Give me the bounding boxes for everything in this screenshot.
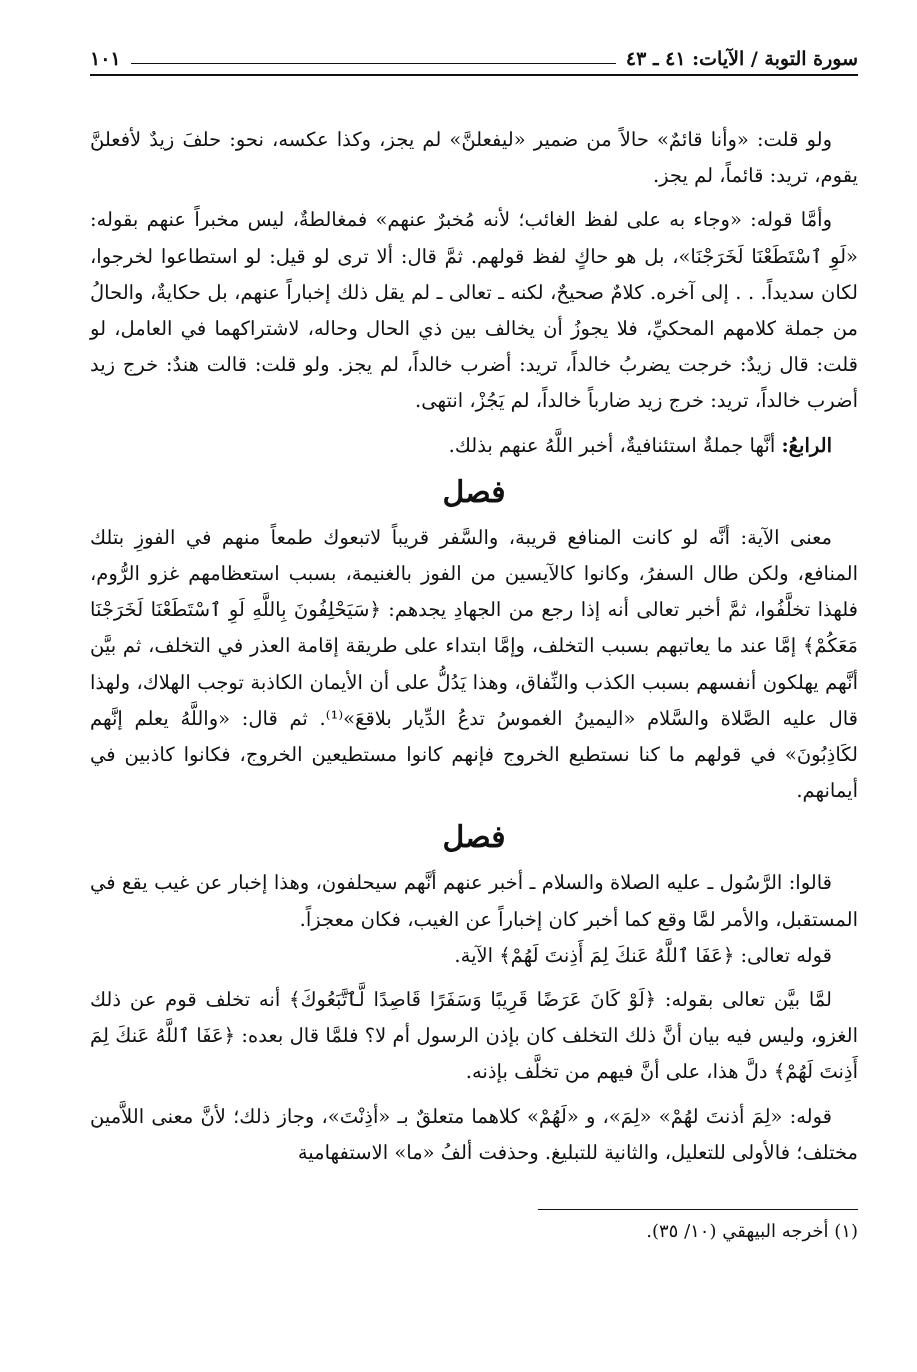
section-heading-1: فصل: [442, 474, 506, 510]
paragraph-7: لمَّا بيَّن تعالى بقوله: ﴿لَوْ كَانَ عَرَضًا قَرِيبًا وَسَفَرًا قَاصِدًا لَّٱتَّبَعُوكَ﴾ أنه تخلف قوم عن ذلك الغزو، وليس فيه بيان أنَّ ذلك التخلف كان بإذن الرسول أم لا؟ فلمَّا قال بعده: ﴿عَفَا ٱللَّهُ عَنكَ لِمَ أَذِنتَ لَهُمْ﴾ دلَّ هذا، على أنَّ فيهم من تخلَّف بإذنه.: [90, 988, 858, 1084]
footnote: (١) أخرجه البيهقي (١٠/ ٣٥).: [646, 1221, 858, 1243]
book-page: [90, 40, 858, 1246]
paragraph-4: معنى الآية: أنَّه لو كانت المنافع قريبة، والسَّفر قريباً لاتبعوك طمعاً منهم في الفوزِ بتلك المنافع، ولكن طال السفرُ، وكانوا كالآيسين من الفوز بالغنيمة، بسبب استعظامهم غزو الرُّوم، فلهذا تخلَّفُوا، ثمَّ أخبر تعالى أنه إذا رجع من الجهادِ يجدهم: ﴿سَيَحْلِفُونَ بِاللَّهِ لَوِ ٱسْتَطَعْنَا لَخَرَجْنَا مَعَكُمْ﴾ إمَّا عند ما يعاتبهم بسبب التخلف، وإمَّا ابتداء على طريقة إقامة العذر في التخلف، ثم بيَّن أنَّهم يهلكون أنفسهم بسبب الكذب والنِّفاق، وهذا يَدُلُّ على أن الأيمان الكاذبة توجب الهلاك، ولهذا قال عليه الصَّلاة والسَّلام «اليمينُ الغموسُ تدعُ الدِّيار بلاقعَ»⁽¹⁾. ثم قال: «واللَّهُ يعلم إنَّهم لكَاذِبُونَ» في قولهم ما كنا نستطيع الخروج فإنهم كانوا مستطيعين الخروج، فكانوا كاذبين في أيمانهم.: [90, 525, 859, 803]
header-rule: [131, 63, 616, 64]
paragraph-1: ولو قلت: «وأنا قائمٌ» حالاً من ضمير «ليفعلنَّ» لم يجز، وكذا عكسه، نحو: حلفَ زيدٌ لأفعلنَّ يقوم، تريد: قائماً، لم يجز.: [90, 128, 858, 188]
body-text: [90, 122, 858, 1171]
paragraph-2: وأمَّا قوله: «وجاء به على لفظ الغائب؛ لأنه مُخبرٌ عنهم» فمغالطةٌ، ليس مخبراً عنهم بقوله: «لَوِ ٱسْتَطَعْنَا لَخَرَجْنَا»، بل هو حاكٍ لفظ قولهم. ثمَّ قال: ألا ترى لو قيل: لو استطاعوا لخرجوا، لكان سديداً. . . إلى آخره. كلامٌ صحيحٌ، لكنه ـ تعالى ـ لم يقل ذلك إخباراً عنهم، بل حكايةٌ، والحالُ من جملة كلامهم المحكيِّ، فلا يجوزُ أن يخالف بين ذي الحال وحاله، لاشتراكهما في العامل، لو قلت: قال زيدٌ: خرجت يضربُ خالداً، تريد: أضرب خالداً، لم يجز. ولو قلت: قالت هندٌ: خرج زيد أضرب خالداً، تريد: خرج زيد ضارباً خالداً، لم يَجُزْ، انتهى.: [90, 208, 858, 413]
paragraph-5: قالوا: الرَّسُول ـ عليه الصلاة والسلام ـ أخبر عنهم أنَّهم سيحلفون، وهذا إخبار عن غيب يقع في المستقبل، والأمر لمَّا وقع كما أخبر كان إخباراً عن الغيب، فكان معجزاً.: [90, 871, 858, 931]
paragraph-3: [90, 428, 858, 464]
paragraph-3-rest: أنَّها جملةٌ استئنافيةٌ، أخبر اللَّهُ عنهم بذلك.: [448, 433, 782, 457]
paragraph-8: قوله: «لِمَ أذنتَ لهُمْ» «لِمَ»، و «لَهُمْ» كلاهما متعلقٌ بـ «أذِنْتَ»، وجاز ذلك؛ لأنَّ معنى اللاَّمين مختلف؛ فالأولى للتعليل، والثانية للتبليغ. وحذفت ألفُ «ما» الاستفهامية: [90, 1104, 858, 1164]
running-header: [90, 40, 858, 76]
paragraph-6: قوله تعالى: ﴿عَفَا ٱللَّهُ عَنكَ لِمَ أَذِنتَ لَهُمْ﴾ الآية.: [454, 943, 832, 967]
paragraph-3-lead: الرابعُ:: [781, 433, 832, 457]
page-number: ١٠١: [90, 48, 121, 70]
section-heading-2: فصل: [442, 820, 506, 856]
header-title: سورة التوبة / الآيات: ٤١ ـ ٤٣: [625, 48, 858, 70]
footnote-rule: [538, 1209, 858, 1210]
